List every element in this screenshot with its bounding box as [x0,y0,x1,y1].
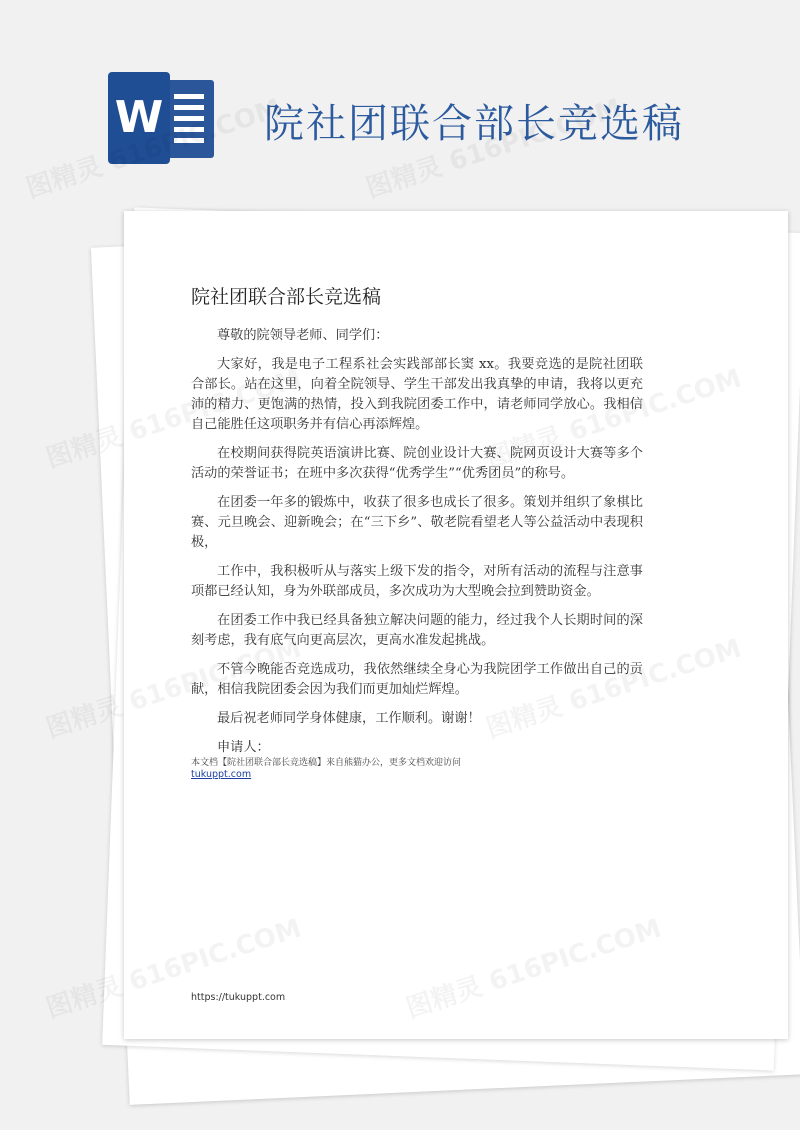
word-logo-letter: W [108,72,170,164]
closing-paragraph: 最后祝老师同学身体健康，工作顺利。谢谢！ [217,711,481,726]
document-source-note [191,757,611,781]
body-paragraph: 在校期间获得院英语演讲比赛、院创业设计大赛、院网页设计大赛等多个活动的荣誉证书；在班中多次获得“优秀学生”“优秀团员”的称号。 [191,446,643,481]
greeting-paragraph: 尊敬的院领导老师、同学们： [217,328,389,343]
body-paragraph: 大家好，我是电子工程系社会实践部部长窦 xx。我要竞选的是院社团联合部长。站在这里，向着全院领导、学生干部发出我真挚的申请，我将以更充沛的精力、更饱满的热情，投入到我院团委工作中，请老师同学放心。我相信自己能胜任这项职务并有信心再添辉煌。 [191,357,643,432]
page-header [0,0,800,200]
footer-url: https://tukuppt.com [191,992,286,1003]
applicant-line: 申请人： [217,740,270,755]
source-link[interactable]: tukuppt.com [191,769,252,780]
document-title: 院社团联合部长竞选稿 [191,286,382,308]
word-document-icon [108,72,220,164]
header-title: 院社团联合部长竞选稿 [264,101,684,147]
document-body [191,326,643,767]
source-text: 本文档【院社团联合部长竞选稿】来自熊猫办公，更多文档欢迎访问 [191,758,462,768]
body-paragraph: 在团委工作中我已经具备独立解决问题的能力，经过我个人长期时间的深刻考虑，我有底气向更高层次，更高水准发起挑战。 [191,613,643,648]
body-paragraph: 在团委一年多的锻炼中，收获了很多也成长了很多。策划并组织了象棋比赛、元旦晚会、迎新晚会；在“三下乡”、敬老院看望老人等公益活动中表现积极， [191,495,643,550]
body-paragraph: 不管今晚能否竞选成功，我依然继续全身心为我院团学工作做出自己的贡献，相信我院团委会因为我们而更加灿烂辉煌。 [191,662,643,697]
body-paragraph: 工作中，我积极听从与落实上级下发的指令，对所有活动的流程与注意事项都已经认知，身为外联部成员，多次成功为大型晚会拉到赞助资金。 [191,564,643,599]
